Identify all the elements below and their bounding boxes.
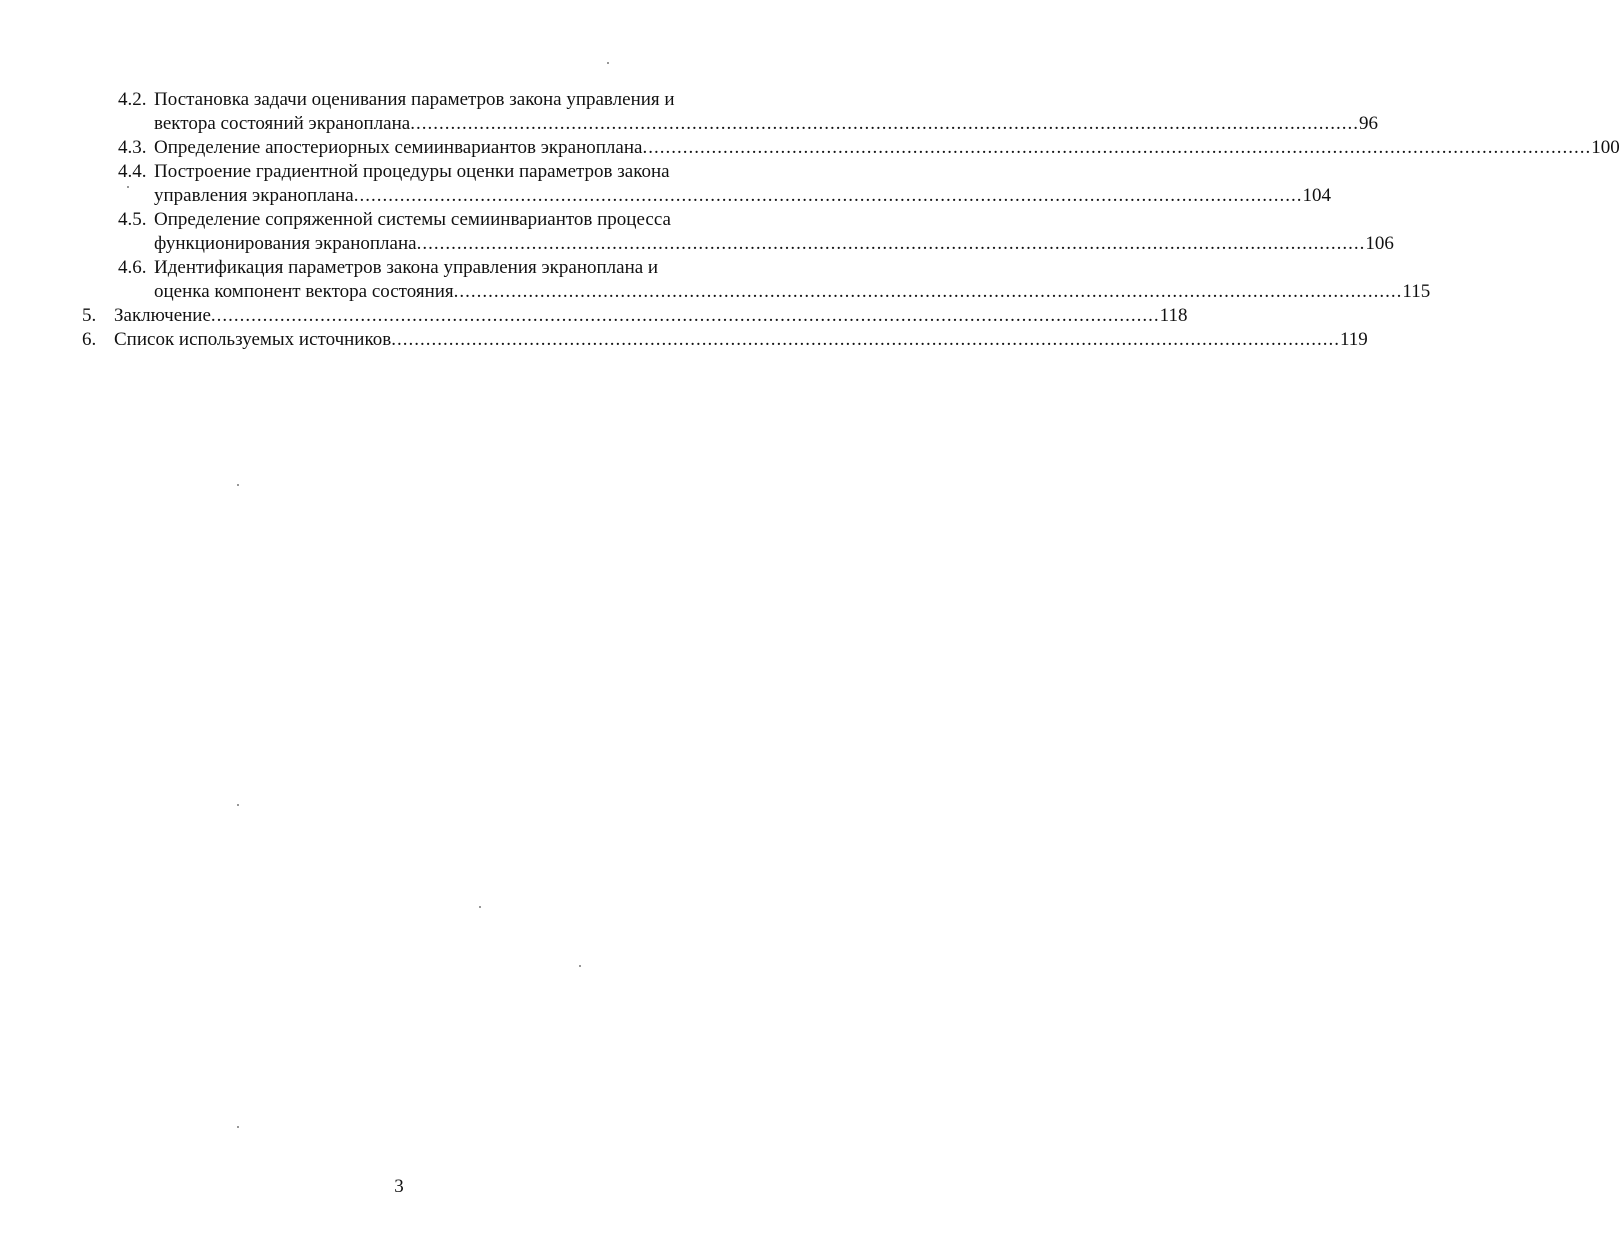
toc-leader-dots: ..................................................................................................................................................................... — [210, 305, 1160, 326]
toc-entry-title: Определение апостериорных семиинвариантов экраноплана — [154, 137, 643, 158]
toc-entry-page: 118 — [1159, 305, 1188, 326]
toc-entry-page: 119 — [1339, 329, 1368, 350]
toc-entry-number: 5. — [82, 305, 97, 326]
toc-entry-title: управления экраноплана — [154, 185, 354, 206]
toc-entry-title: Заключение — [114, 305, 211, 326]
toc-entry-title-line: Идентификация параметров закона управления экраноплана и — [154, 257, 659, 278]
toc-leader-dots: ..................................................................................................................................................................... — [453, 281, 1403, 302]
toc-entry-page: 106 — [1365, 233, 1394, 254]
toc-entry-number: 4.5. — [118, 209, 147, 230]
toc-entry-title: функционирования экраноплана — [154, 233, 417, 254]
page-number: 3 — [394, 1176, 404, 1197]
toc-entry-page: 100 — [1591, 137, 1620, 158]
toc-leader-dots: ..................................................................................................................................................................... — [391, 329, 1340, 350]
scan-speck — [127, 186, 129, 188]
toc-entry-title-line: Определение сопряженной системы семиинвариантов процесса — [154, 209, 671, 230]
toc-entry-title-line: Построение градиентной процедуры оценки параметров закона — [154, 161, 670, 182]
toc-leader-dots: ..................................................................................................................................................................... — [410, 113, 1359, 134]
toc-entry-number: 4.2. — [118, 89, 147, 110]
toc-entry-page: 115 — [1402, 281, 1431, 302]
toc-entry-page: 104 — [1302, 185, 1331, 206]
toc-leader-dots: ..................................................................................................................................................................... — [642, 137, 1592, 158]
toc-entry-number: 4.4. — [118, 161, 147, 182]
toc-leader-dots: ..................................................................................................................................................................... — [416, 233, 1366, 254]
toc-entry-number: 6. — [82, 329, 97, 350]
scan-speck — [237, 804, 239, 806]
toc-entry-title: Список используемых источников — [114, 329, 392, 350]
toc-entry-number: 4.3. — [118, 137, 147, 158]
scan-speck — [237, 484, 239, 486]
toc-entry-title: вектора состояний экраноплана — [154, 113, 411, 134]
toc-entry-title-line: Постановка задачи оценивания параметров закона управления и — [154, 89, 675, 110]
toc-entry-page: 96 — [1358, 113, 1378, 134]
scan-speck — [479, 906, 481, 908]
toc-entry-number: 4.6. — [118, 257, 147, 278]
toc-entry-title: оценка компонент вектора состояния — [154, 281, 454, 302]
toc-leader-dots: ..................................................................................................................................................................... — [353, 185, 1303, 206]
scan-speck — [237, 1126, 239, 1128]
scan-speck — [579, 965, 581, 967]
scan-speck — [607, 62, 609, 64]
